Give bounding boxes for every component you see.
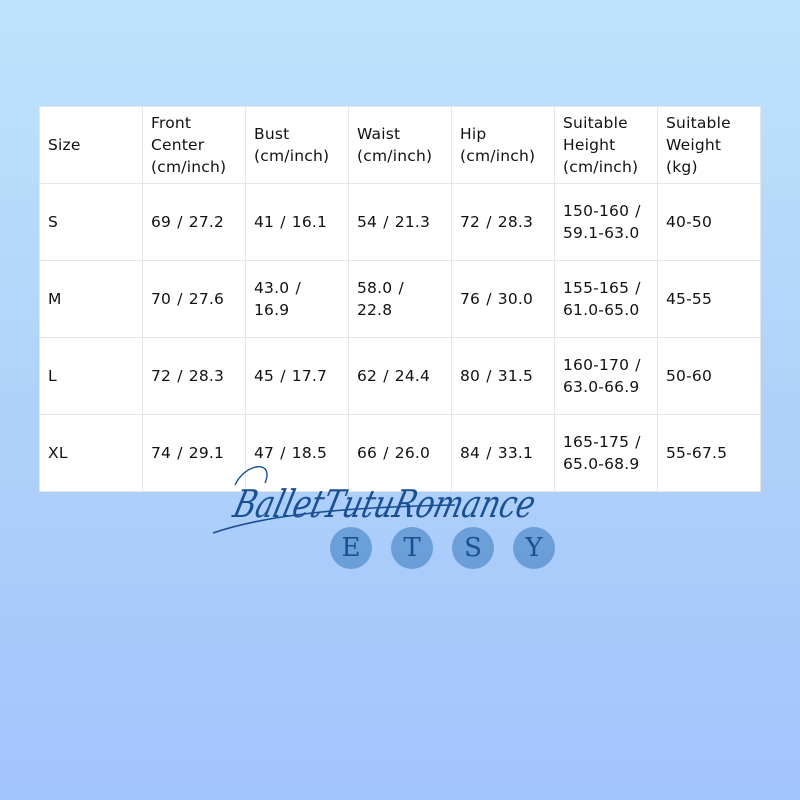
header-row	[40, 107, 761, 184]
etsy-letter-y: Y	[513, 527, 555, 569]
table-row-m	[40, 261, 761, 338]
cell-suitable-weight: 45-55	[658, 261, 761, 338]
etsy-letter-s: S	[452, 527, 494, 569]
cell-size: S	[40, 184, 143, 261]
cell-front-center: 70 / 27.6	[143, 261, 246, 338]
size-chart-table	[39, 106, 761, 492]
etsy-badge-row	[330, 527, 560, 569]
header-suitable-height: Suitable Height (cm/inch)	[555, 107, 658, 184]
cell-bust: 47 / 18.5	[246, 415, 349, 492]
cell-waist: 66 / 26.0	[349, 415, 452, 492]
cell-front-center: 74 / 29.1	[143, 415, 246, 492]
cell-waist: 54 / 21.3	[349, 184, 452, 261]
cell-bust: 45 / 17.7	[246, 338, 349, 415]
cell-suitable-weight: 55-67.5	[658, 415, 761, 492]
cell-bust: 43.0 / 16.9	[246, 261, 349, 338]
cell-suitable-height: 150-160 / 59.1-63.0	[555, 184, 658, 261]
etsy-letter-e: E	[330, 527, 372, 569]
cell-front-center: 69 / 27.2	[143, 184, 246, 261]
cell-waist: 58.0 / 22.8	[349, 261, 452, 338]
cell-hip: 80 / 31.5	[452, 338, 555, 415]
table-row-s	[40, 184, 761, 261]
table-row-xl	[40, 415, 761, 492]
cell-suitable-weight: 50-60	[658, 338, 761, 415]
cell-size: XL	[40, 415, 143, 492]
cell-suitable-weight: 40-50	[658, 184, 761, 261]
cell-hip: 84 / 33.1	[452, 415, 555, 492]
etsy-letter-t: T	[391, 527, 433, 569]
header-bust: Bust (cm/inch)	[246, 107, 349, 184]
cell-hip: 72 / 28.3	[452, 184, 555, 261]
cell-size: M	[40, 261, 143, 338]
cell-waist: 62 / 24.4	[349, 338, 452, 415]
header-size: Size	[40, 107, 143, 184]
cell-hip: 76 / 30.0	[452, 261, 555, 338]
cell-size: L	[40, 338, 143, 415]
header-hip: Hip (cm/inch)	[452, 107, 555, 184]
table-row-l	[40, 338, 761, 415]
cell-suitable-height: 165-175 / 65.0-68.9	[555, 415, 658, 492]
cell-suitable-height: 160-170 / 63.0-66.9	[555, 338, 658, 415]
cell-front-center: 72 / 28.3	[143, 338, 246, 415]
cell-suitable-height: 155-165 / 61.0-65.0	[555, 261, 658, 338]
shop-logo-text: BalletTutuRomance	[229, 482, 621, 527]
cell-bust: 41 / 16.1	[246, 184, 349, 261]
header-suitable-weight: Suitable Weight (kg)	[658, 107, 761, 184]
header-waist: Waist (cm/inch)	[349, 107, 452, 184]
header-front-center: Front Center (cm/inch)	[143, 107, 246, 184]
